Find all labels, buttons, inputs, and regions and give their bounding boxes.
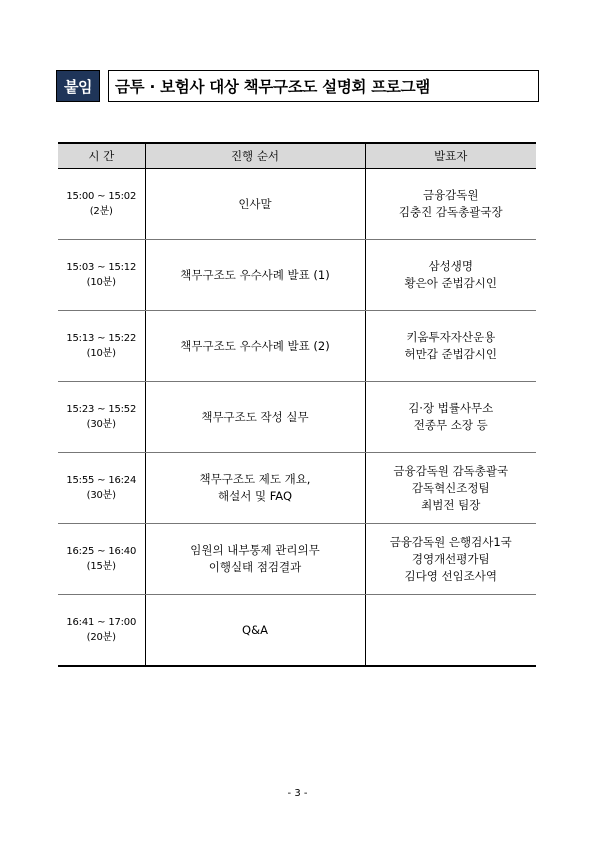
program-cell [145,169,365,240]
presenter-line: 금융감독원 은행검사1국 [389,534,512,549]
time-range: 15:23 ~ 15:52 [66,404,137,415]
time-cell [58,240,145,311]
time-range: 15:13 ~ 15:22 [66,333,137,344]
header-program: 진행 순서 [145,143,365,169]
program-line: 해설서 및 FAQ [217,489,293,503]
time-cell [58,311,145,382]
time-range: 16:25 ~ 16:40 [66,546,137,557]
program-line: 책무구조도 제도 개요, [199,472,311,486]
presenter-line: 허만갑 준법감시인 [404,347,498,361]
title-bar [56,70,539,102]
program-line: 책무구조도 작성 실무 [201,409,309,424]
presenter-line: 키움투자자산운용 [406,330,496,344]
presenter-line: 금융감독원 감독총괄국 [393,463,509,478]
title-box [108,70,539,102]
duration: (20분) [86,632,116,643]
duration: (30분) [86,490,116,501]
program-line: 책무구조도 우수사례 발표 (1) [180,267,330,282]
page-title: 금투 · 보험사 대상 책무구조도 설명회 프로그램 [115,78,430,96]
table-row [58,169,536,240]
presenter-cell [365,311,536,382]
program-line: 임원의 내부통제 관리의무 [190,543,320,557]
time-range: 16:41 ~ 17:00 [66,617,137,628]
page-number: - 3 - [287,788,308,799]
duration: (15분) [86,561,116,572]
presenter-line: 김·장 법률사무소 [408,401,494,415]
presenter-cell [365,240,536,311]
time-cell [58,595,145,667]
presenter-line: 감독혁신조정팀 [411,480,490,495]
table-row [58,453,536,524]
program-line: 책무구조도 우수사례 발표 (2) [180,338,330,353]
program-line: Q&A [242,622,268,637]
header-time: 시 간 [58,143,145,169]
table-row [58,524,536,595]
table-row [58,382,536,453]
program-cell [145,311,365,382]
presenter-cell [365,382,536,453]
presenter-line: 김충진 감독총괄국장 [398,205,503,219]
presenter-cell [365,524,536,595]
attachment-badge [56,70,100,102]
header-presenter: 발표자 [365,143,536,169]
program-cell [145,595,365,667]
presenter-line: 황은아 준법감시인 [404,276,498,290]
table-row [58,595,536,667]
duration: (2분) [89,206,113,217]
program-cell [145,453,365,524]
program-line: 인사말 [238,196,272,211]
time-range: 15:03 ~ 15:12 [66,262,137,273]
program-line: 이행실태 점검결과 [208,560,302,574]
time-cell [58,169,145,240]
presenter-cell [365,169,536,240]
table-header-row [58,143,536,169]
table-row [58,311,536,382]
program-cell [145,524,365,595]
presenter-line: 최범전 팀장 [421,497,481,512]
time-range: 15:00 ~ 15:02 [66,191,137,202]
time-cell [58,524,145,595]
duration: (30분) [86,419,116,430]
table-row [58,240,536,311]
program-cell [145,240,365,311]
duration: (10분) [86,277,116,288]
duration: (10분) [86,348,116,359]
time-range: 15:55 ~ 16:24 [66,475,137,486]
attachment-badge-label: 붙임 [64,77,92,96]
presenter-cell [365,453,536,524]
program-cell [145,382,365,453]
presenter-line: 김다영 선임조사역 [404,568,498,583]
presenter-cell [365,595,536,667]
time-cell [58,382,145,453]
presenter-line: 삼성생명 [428,259,473,273]
program-table [58,142,536,667]
presenter-line: 금융감독원 [422,188,479,202]
presenter-line: 전종무 소장 등 [413,418,488,432]
time-cell [58,453,145,524]
presenter-line: 경영개선평가팀 [411,551,490,566]
